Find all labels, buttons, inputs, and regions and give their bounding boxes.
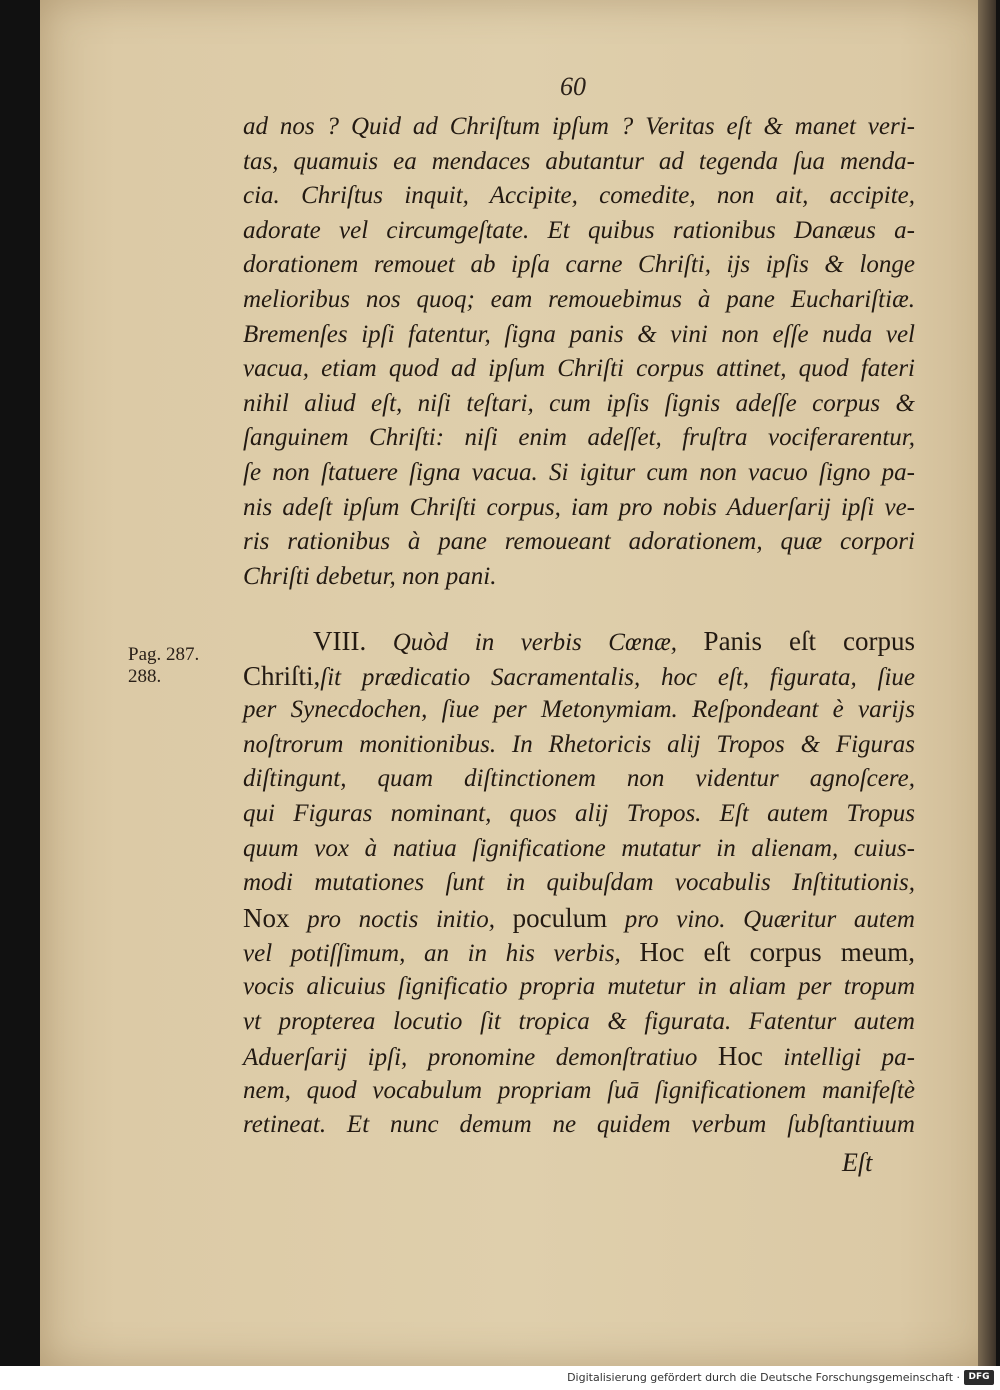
quoted-phrase: Panis eſt corpus: [703, 626, 915, 656]
quoted-phrase: Hoc eſt corpus meum,: [639, 937, 915, 968]
text-line: ad nos ? Quid ad Chriſtum ipſum ? Veritas eſt & manet veri-: [243, 113, 915, 140]
footer-bar: [0, 1366, 1000, 1390]
text-line: ris rationibus à pane remoueant adorationem, quæ corpori: [243, 528, 915, 556]
page-edge: [978, 0, 996, 1366]
margin-note-line: 288.: [128, 666, 162, 687]
text-line: melioribus nos quoq; eam remouebimus à pane Euchariſtiæ.: [243, 285, 915, 313]
text-block-first: [243, 110, 915, 594]
text-line: retineat. Et nunc demum ne quidem verbum ſubſtantiuum: [243, 1111, 915, 1139]
text-line: Chriſti debetur, non pani.: [243, 562, 497, 590]
quoted-word: Nox: [243, 902, 290, 933]
section-numeral: VIII.: [313, 626, 367, 656]
text-line: qui Figuras nominant, quos alij Tropos. Eſt autem Tropus: [243, 799, 915, 827]
quoted-word: poculum: [512, 902, 608, 933]
quoted-phrase: Chriſti,: [243, 660, 321, 691]
text-run: Aduerſarij ipſi, pronomine demonſtratiuo: [243, 1044, 718, 1072]
text-line: ſe non ſtatuere ſigna vacua. Si igitur cum non vacuo ſigno pa-: [243, 458, 915, 486]
text-line: diſtingunt, quam diſtinctionem non videntur agnoſcere,: [243, 765, 915, 793]
text-line: [243, 935, 915, 970]
text-line: modi mutationes ſunt in quibuſdam vocabulis Inſtitutionis,: [243, 869, 915, 897]
text-line: vt propterea locutio ſit tropica & figurata. Fatentur autem: [243, 1007, 915, 1035]
text-line: [243, 659, 915, 694]
text-line: nem, quod vocabulum propriam ſuā ſignificationem manifeſtè: [243, 1076, 915, 1104]
text-run: ſit prædicatio Sacramentalis, hoc eſt, figurata, ſiue: [320, 663, 915, 691]
text-line: noſtrorum monitionibus. In Rhetoricis alij Tropos & Figuras: [243, 730, 915, 758]
text-line: vocis alicuius ſignificatio propria mutetur in aliam per tropum: [243, 972, 915, 1000]
text-block-second: [243, 624, 915, 1143]
text-run: pro vino. Quæritur autem: [607, 905, 915, 933]
text-line: ſanguinem Chriſti: niſi enim adeſſet, fruſtra vociferarentur,: [243, 424, 915, 452]
text-line: [243, 901, 915, 936]
text-line: adorate vel circumgeſtate. Et quibus rationibus Danæus a-: [243, 216, 915, 244]
text-line: per Synecdochen, ſiue per Metonymiam. Reſpondeant è varijs: [243, 696, 915, 724]
text-line-heading: [243, 624, 915, 659]
page-number: 60: [560, 72, 586, 101]
margin-note: [128, 644, 199, 688]
text-line: nihil aliud eſt, niſi teſtari, cum ipſis ſignis adeſſe corpus &: [243, 389, 915, 417]
text-run: pro noctis initio,: [289, 905, 513, 933]
text-line: nis adeſt ipſum Chriſti corpus, iam pro nobis Aduerſarij ipſi ve-: [243, 493, 915, 521]
text-line: [243, 1039, 915, 1074]
catchword: Eſt: [842, 1148, 873, 1177]
text-run: intelligi pa-: [762, 1044, 915, 1072]
text-run: vel potiſſimum, an in his verbis,: [243, 940, 640, 968]
text-line: cia. Chriſtus inquit, Accipite, comedite, non ait, accipite,: [243, 182, 915, 210]
text-line: Bremenſes ipſi fatentur, ſigna panis & vini non eſſe nuda vel: [243, 320, 915, 348]
text-run: Quòd in verbis Cœnæ,: [366, 629, 704, 656]
quoted-word: Hoc: [717, 1041, 763, 1072]
text-line: tas, quamuis ea mendaces abutantur ad tegenda ſua menda-: [243, 147, 915, 175]
margin-note-line: Pag. 287.: [128, 644, 200, 665]
text-line: dorationem remouet ab ipſa carne Chriſti, ijs ipſis & longe: [243, 251, 915, 279]
text-line: quum vox à natiua ſignificatione mutatur in alienam, cuius-: [243, 834, 915, 862]
funding-credit: Digitalisierung gefördert durch die Deutsche Forschungsgemeinschaft ·: [567, 1371, 960, 1384]
dfg-logo-icon: DFG: [964, 1370, 994, 1385]
text-line: vacua, etiam quod ad ipſum Chriſti corpus attinet, quod fateri: [243, 355, 915, 383]
